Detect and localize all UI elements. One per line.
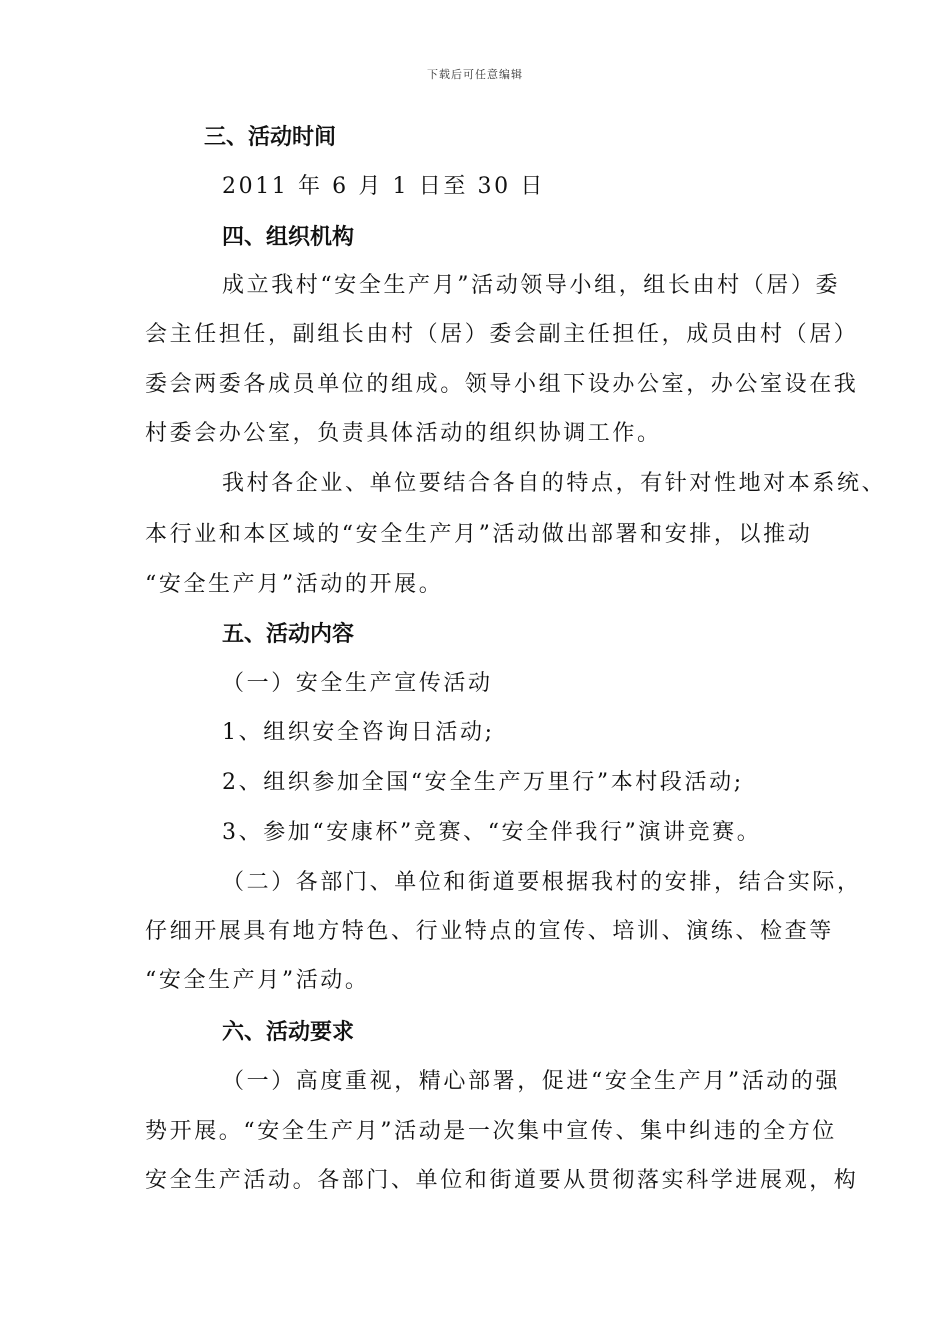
list-item: 2、组织参加全国“安全生产万里行”本村段活动;	[222, 770, 744, 795]
section-heading-organization: 四、组织机构	[222, 224, 355, 250]
list-item: 3、参加“安康杯”竞赛、“安全伴我行”演讲竞赛。	[222, 820, 762, 845]
section-heading-activity-requirements: 六、活动要求	[222, 1019, 355, 1045]
section-heading-activity-time: 三、活动时间	[204, 124, 337, 150]
paragraph-line: 成立我村“安全生产月”活动领导小组，组长由村（居）委	[222, 273, 841, 298]
subsection-heading: （一）安全生产宣传活动	[222, 671, 493, 696]
section-heading-activity-content: 五、活动内容	[222, 621, 355, 647]
header-note: 下载后可任意编辑	[427, 68, 523, 81]
paragraph-line: （一）高度重视，精心部署，促进“安全生产月”活动的强	[222, 1069, 841, 1094]
paragraph-line: 势开展。“安全生产月”活动是一次集中宣传、集中纠违的全方位	[145, 1119, 837, 1144]
paragraph-line: （二）各部门、单位和街道要根据我村的安排，结合实际，	[222, 870, 862, 895]
paragraph-line: 我村各企业、单位要结合各自的特点，有针对性地对本系统、	[222, 471, 887, 496]
paragraph-line: 安全生产活动。各部门、单位和街道要从贯彻落实科学进展观，构	[145, 1168, 859, 1193]
paragraph-line: 委会两委各成员单位的组成。领导小组下设办公室，办公室设在我	[145, 372, 859, 397]
activity-date-line: 2011 年 6 月 1 日至 30 日	[222, 174, 545, 199]
paragraph-line: 村委会办公室，负责具体活动的组织协调工作。	[145, 421, 662, 446]
paragraph-line: “安全生产月”活动。	[145, 968, 370, 993]
paragraph-line: 仔细开展具有地方特色、行业特点的宣传、培训、演练、检查等	[145, 919, 834, 944]
paragraph-line: 会主任担任，副组长由村（居）委会副主任担任，成员由村（居）	[145, 322, 859, 347]
paragraph-line: “安全生产月”活动的开展。	[145, 572, 444, 597]
paragraph-line: 本行业和本区域的“安全生产月”活动做出部署和安排，以推动	[145, 522, 813, 547]
list-item: 1、组织安全咨询日活动;	[222, 720, 495, 745]
